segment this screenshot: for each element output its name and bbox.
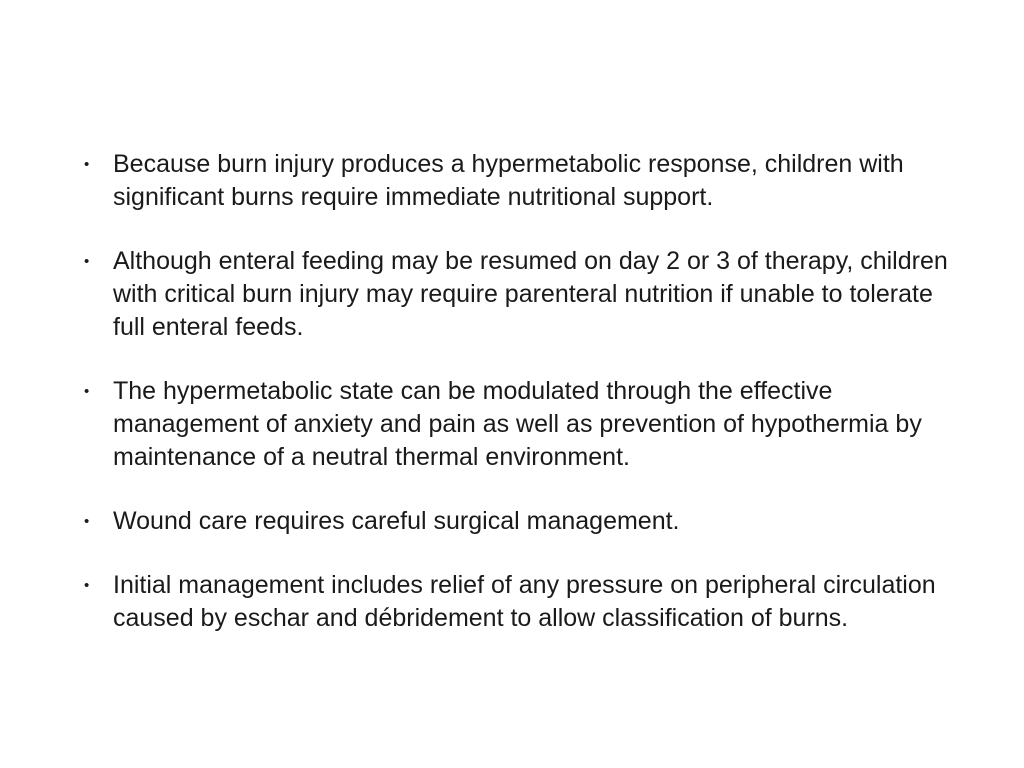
bullet-item	[84, 245, 964, 344]
bullet-dot-icon: •	[84, 513, 90, 530]
bullet-text: The hypermetabolic state can be modulated through the effective management of anxiety and pain as well as prevention of hypothermia by maintenance of a neutral thermal environment.	[113, 377, 922, 471]
bullet-text: Although enteral feeding may be resumed on day 2 or 3 of therapy, children with critical burn injury may require parenteral nutrition if unable to tolerate full enteral feeds.	[113, 247, 948, 341]
bullet-item	[84, 505, 964, 538]
bullet-dot-icon: •	[84, 383, 90, 400]
bullet-item	[84, 569, 964, 635]
bullet-dot-icon: •	[84, 577, 90, 594]
bullet-list	[84, 148, 964, 635]
bullet-item	[84, 375, 964, 474]
bullet-dot-icon: •	[84, 156, 90, 173]
bullet-text: Because burn injury produces a hypermetabolic response, children with significant burns require immediate nutritional support.	[113, 150, 904, 211]
bullet-text: Wound care requires careful surgical management.	[113, 507, 680, 535]
bullet-dot-icon: •	[84, 253, 90, 270]
bullet-text: Initial management includes relief of any pressure on peripheral circulation caused by eschar and débridement to allow classification of burns.	[113, 571, 936, 632]
bullet-item	[84, 148, 964, 214]
